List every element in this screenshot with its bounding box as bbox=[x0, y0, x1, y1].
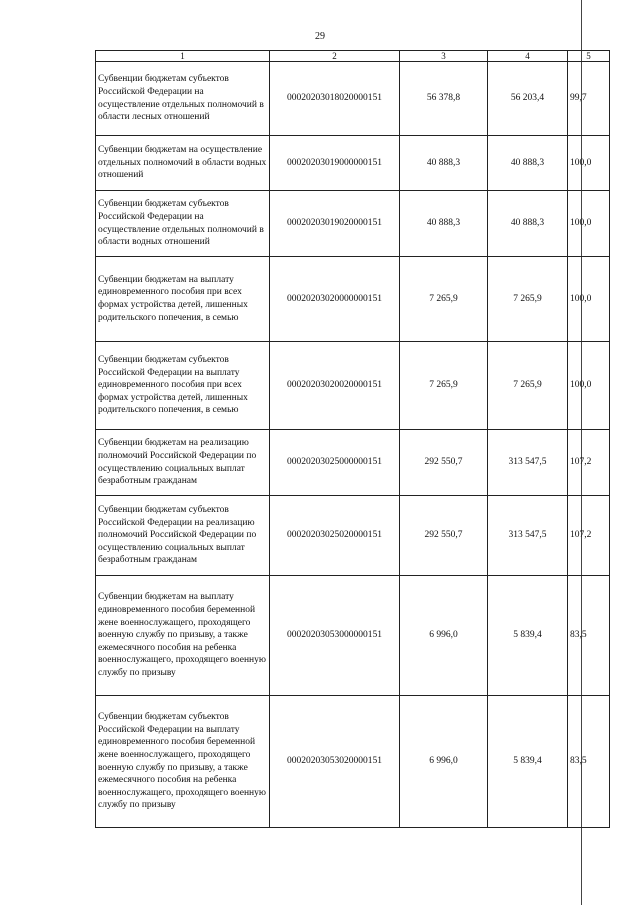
row-name: Субвенции бюджетам на осуществление отдельных полномочий в области водных отношений bbox=[96, 136, 270, 191]
row-plan: 6 996,0 bbox=[400, 576, 488, 696]
row-code: 00020203018020000151 bbox=[270, 62, 400, 136]
page-number: 29 bbox=[315, 31, 325, 42]
row-plan: 292 550,7 bbox=[400, 496, 488, 576]
table-row bbox=[96, 696, 610, 828]
row-plan: 40 888,3 bbox=[400, 191, 488, 257]
row-name: Субвенции бюджетам субъектов Российской Федерации на осуществление отдельных полномочий в области водных отношений bbox=[96, 191, 270, 257]
row-name: Субвенции бюджетам субъектов Российской Федерации на выплату единовременного пособия беременной жене военнослужащего, проходящего военную службу по призыву, а также ежемесячного пособия на ребенка военнослужащего, проходящего военную службу по призыву bbox=[96, 696, 270, 828]
row-fact: 313 547,5 bbox=[488, 430, 568, 496]
row-code: 00020203020020000151 bbox=[270, 342, 400, 430]
row-name: Субвенции бюджетам субъектов Российской Федерации на осуществление отдельных полномочий в области лесных отношений bbox=[96, 62, 270, 136]
table-row bbox=[96, 257, 610, 342]
header-col-5: 5 bbox=[568, 51, 610, 62]
row-name: Субвенции бюджетам субъектов Российской Федерации на выплату единовременного пособия при всех формах устройства детей, лишенных родительского попечения, в семью bbox=[96, 342, 270, 430]
table-row bbox=[96, 191, 610, 257]
header-col-1: 1 bbox=[96, 51, 270, 62]
table-row bbox=[96, 496, 610, 576]
row-plan: 6 996,0 bbox=[400, 696, 488, 828]
header-col-3: 3 bbox=[400, 51, 488, 62]
row-code: 00020203025000000151 bbox=[270, 430, 400, 496]
row-name: Субвенции бюджетам на реализацию полномочий Российской Федерации по осуществлению социальных выплат безработным гражданам bbox=[96, 430, 270, 496]
row-fact: 40 888,3 bbox=[488, 191, 568, 257]
row-fact: 5 839,4 bbox=[488, 696, 568, 828]
table-row bbox=[96, 430, 610, 496]
table-row bbox=[96, 136, 610, 191]
row-percent: 107,2 bbox=[568, 496, 610, 576]
row-plan: 7 265,9 bbox=[400, 342, 488, 430]
row-name: Субвенции бюджетам на выплату единовременного пособия при всех формах устройства детей, лишенных родительского попечения, в семью bbox=[96, 257, 270, 342]
row-name: Субвенции бюджетам на выплату единовременного пособия беременной жене военнослужащего, проходящего военную службу по призыву, а также ежемесячного пособия на ребенка военнослужащего, проходящего военную службу по призыву bbox=[96, 576, 270, 696]
row-code: 00020203025020000151 bbox=[270, 496, 400, 576]
row-plan: 56 378,8 bbox=[400, 62, 488, 136]
row-percent: 83,5 bbox=[568, 696, 610, 828]
row-code: 00020203053000000151 bbox=[270, 576, 400, 696]
header-col-4: 4 bbox=[488, 51, 568, 62]
row-percent: 83,5 bbox=[568, 576, 610, 696]
budget-table bbox=[95, 50, 610, 828]
row-fact: 7 265,9 bbox=[488, 342, 568, 430]
table-row bbox=[96, 62, 610, 136]
row-percent: 100,0 bbox=[568, 191, 610, 257]
row-fact: 7 265,9 bbox=[488, 257, 568, 342]
row-percent: 99,7 bbox=[568, 62, 610, 136]
row-fact: 56 203,4 bbox=[488, 62, 568, 136]
row-name: Субвенции бюджетам субъектов Российской Федерации на реализацию полномочий Российской Федерации по осуществлению социальных выплат безработным гражданам bbox=[96, 496, 270, 576]
row-percent: 100,0 bbox=[568, 257, 610, 342]
header-col-2: 2 bbox=[270, 51, 400, 62]
row-code: 00020203019000000151 bbox=[270, 136, 400, 191]
row-code: 00020203020000000151 bbox=[270, 257, 400, 342]
row-code: 00020203053020000151 bbox=[270, 696, 400, 828]
row-fact: 5 839,4 bbox=[488, 576, 568, 696]
row-plan: 40 888,3 bbox=[400, 136, 488, 191]
row-percent: 100,0 bbox=[568, 342, 610, 430]
row-code: 00020203019020000151 bbox=[270, 191, 400, 257]
row-plan: 7 265,9 bbox=[400, 257, 488, 342]
header-row bbox=[96, 51, 610, 62]
row-percent: 107,2 bbox=[568, 430, 610, 496]
row-plan: 292 550,7 bbox=[400, 430, 488, 496]
row-fact: 40 888,3 bbox=[488, 136, 568, 191]
table-row bbox=[96, 576, 610, 696]
row-percent: 100,0 bbox=[568, 136, 610, 191]
row-fact: 313 547,5 bbox=[488, 496, 568, 576]
table-row bbox=[96, 342, 610, 430]
